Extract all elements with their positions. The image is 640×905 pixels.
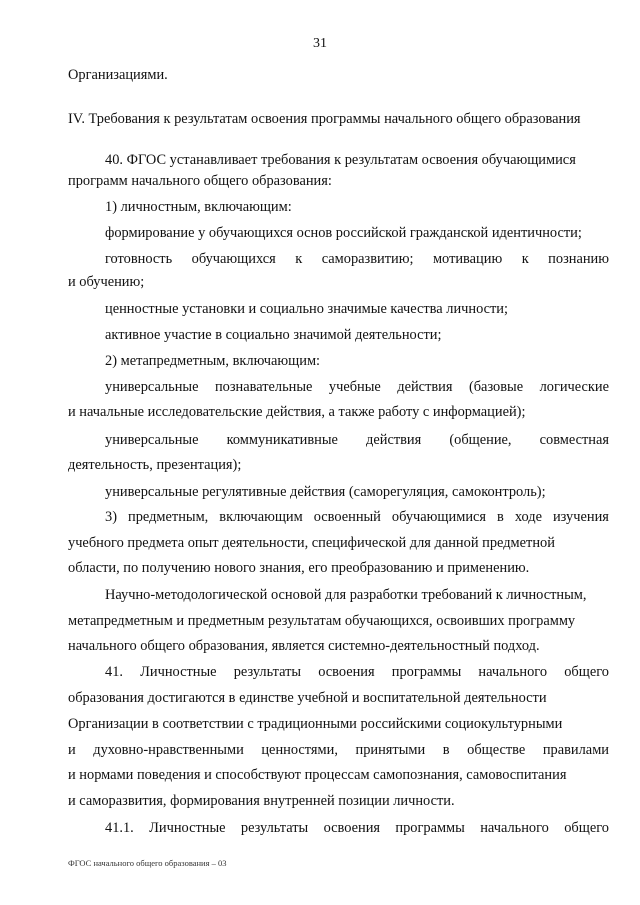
text-line: и саморазвития, формирования внутренней позиции личности. (68, 793, 455, 809)
text-line: ценностные установки и социально значимые качества личности; (105, 301, 509, 317)
text-line: программ начального общего образования: (68, 173, 332, 189)
word: результаты (233, 664, 302, 680)
text-line: 1) личностным, включающим: (105, 199, 292, 215)
word: обучающихся (191, 251, 276, 267)
word: 3) (105, 509, 117, 525)
text-line: формирование у обучающихся основ российской гражданской идентичности; (105, 225, 582, 241)
word: освоения (323, 820, 381, 836)
word: и (68, 742, 76, 758)
word: результаты (240, 820, 309, 836)
word: начального (478, 664, 548, 680)
word: обществе (467, 742, 526, 758)
text-line-justified (105, 508, 609, 526)
text-line: начального общего образования, является системно-деятельностный подход. (68, 638, 540, 654)
word: познавательные (214, 379, 313, 395)
text-line-justified (105, 663, 609, 681)
word: совместная (539, 432, 609, 448)
word: освоения (318, 664, 375, 680)
text-line: 2) метапредметным, включающим: (105, 353, 321, 369)
word: логические (539, 379, 609, 395)
text-line: активное участие в социально значимой деятельности; (105, 327, 442, 343)
word: начального (480, 820, 549, 836)
word: универсальные (105, 379, 199, 395)
word: к (295, 251, 303, 267)
word: коммуникативные (226, 432, 338, 448)
word: действия (397, 379, 453, 395)
word: готовность (105, 251, 173, 267)
word: общего (564, 820, 609, 836)
word: в (497, 509, 504, 525)
word: познанию (548, 251, 609, 267)
text-line: Научно-методологической основой для разработки требований к личностным, (105, 587, 587, 603)
text-line: и обучению; (68, 274, 145, 290)
text-line-justified (105, 819, 609, 837)
text-line: Организациями. (68, 67, 168, 83)
page-number: 31 (313, 36, 327, 51)
text-line: и начальные исследовательские действия, а также работу с информацией); (68, 404, 526, 420)
word: к (521, 251, 529, 267)
text-line: 40. ФГОС устанавливает требования к результатам освоения обучающимися (105, 152, 576, 168)
text-line: универсальные регулятивные действия (саморегуляция, самоконтроль); (105, 484, 546, 500)
word: изучения (552, 509, 609, 525)
text-line-justified (105, 378, 609, 396)
word: ценностями, (261, 742, 338, 758)
word: мотивацию (432, 251, 503, 267)
text-line: Организации в соответствии с традиционными российскими социокультурными (68, 716, 563, 732)
word: ходе (514, 509, 542, 525)
text-line: учебного предмета опыт деятельности, специфической для данной предметной (68, 535, 555, 551)
word: учебные (328, 379, 381, 395)
word: (базовые (468, 379, 524, 395)
word: Личностные (140, 664, 217, 680)
word: универсальные (105, 432, 199, 448)
text-line: области, по получению нового знания, его преобразованию и применению. (68, 560, 530, 576)
word: обучающимися (391, 509, 487, 525)
word: правилами (542, 742, 609, 758)
page-footer: ФГОС начального общего образования – 03 (68, 858, 227, 868)
text-line-justified (68, 741, 609, 759)
word: 41.1. (105, 820, 134, 836)
text-line: образования достигаются в единстве учебной и воспитательной деятельности (68, 690, 547, 706)
word: 41. (105, 664, 123, 680)
word: саморазвитию; (321, 251, 414, 267)
word: программы (395, 820, 465, 836)
word: Личностные (149, 820, 226, 836)
word: в (442, 742, 450, 758)
word: освоенный (313, 509, 381, 525)
word: общего (564, 664, 609, 680)
text-line: деятельность, презентация); (68, 457, 242, 473)
text-line-justified (105, 431, 609, 449)
text-line: и нормами поведения и способствуют процессам самопознания, самовоспитания (68, 767, 567, 783)
word: духовно-нравственными (93, 742, 244, 758)
word: программы (391, 664, 462, 680)
section-heading: IV. Требования к результатам освоения программы начального общего образования (68, 111, 581, 127)
text-line-justified (105, 250, 609, 268)
text-line: метапредметным и предметным результатам обучающихся, освоивших программу (68, 613, 576, 629)
word: включающим (219, 509, 303, 525)
word: предметным, (128, 509, 209, 525)
word: действия (366, 432, 422, 448)
word: (общение, (449, 432, 512, 448)
word: принятыми (355, 742, 426, 758)
